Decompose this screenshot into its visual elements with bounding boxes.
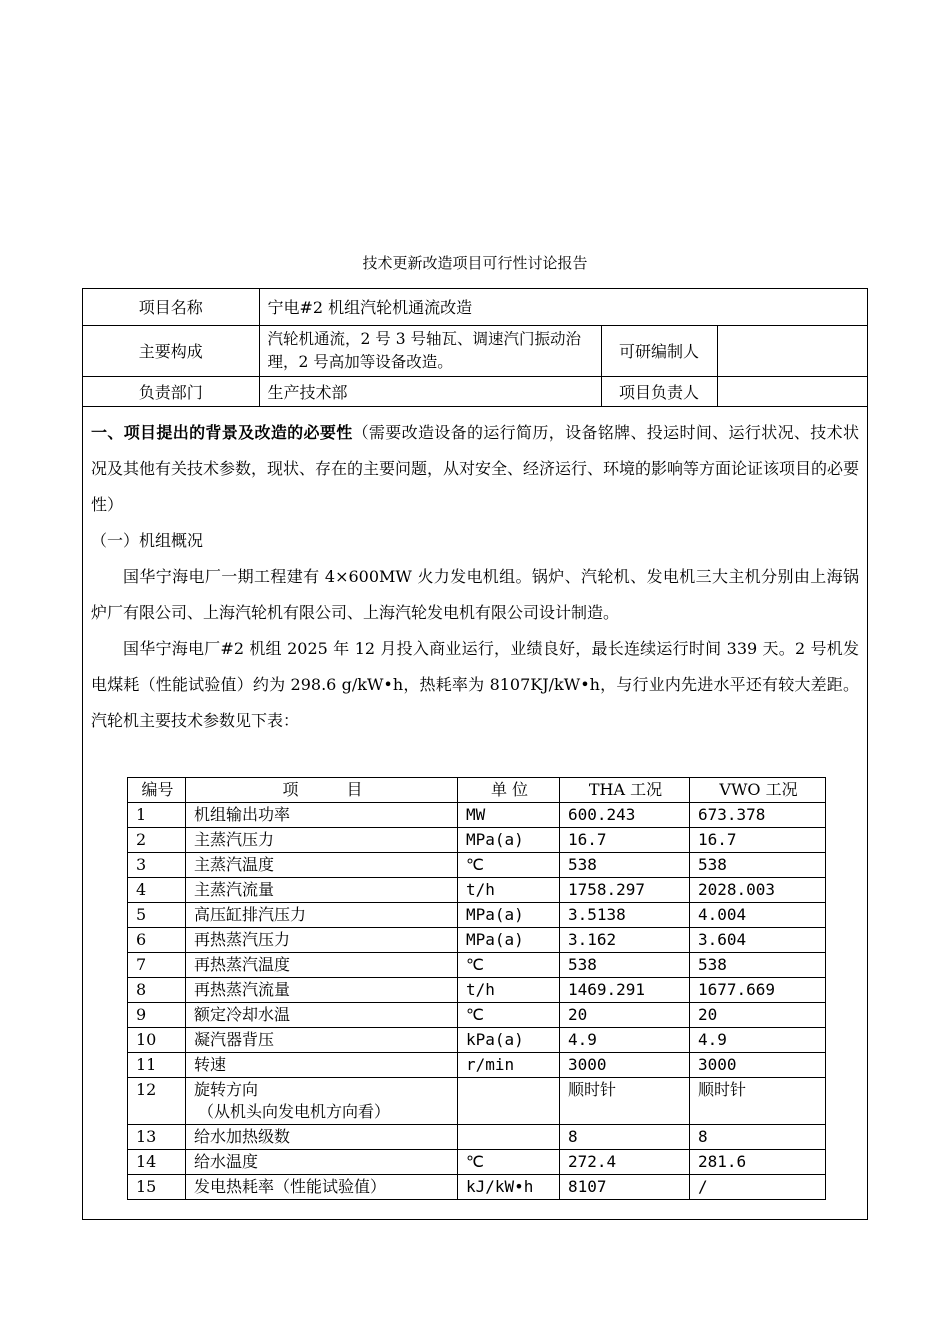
cell-vwo [690, 928, 826, 953]
cell-no-text: 5 [136, 905, 147, 924]
table-row [128, 978, 826, 1003]
cell-vwo-text: / [698, 1177, 708, 1196]
cell-tha [560, 953, 690, 978]
cell-unit [458, 853, 560, 878]
header-tha: THA 工况 [560, 778, 690, 803]
section-1-heading-note: （需要改造设备的运行简历，设备铭牌、投运时间、运行状况、技术状况及其他有关技术参数，现状、存在的主要问题，从对安全、经济运行、环境的影响等方面论证该项目的必要性） [91, 422, 860, 514]
cell-item [186, 1053, 458, 1078]
cell-tha [560, 1150, 690, 1175]
cell-unit [458, 1150, 560, 1175]
table-row [128, 1003, 826, 1028]
header-unit: 单 位 [458, 778, 560, 803]
cell-item-text: 旋转方向 [194, 1080, 259, 1099]
cell-unit [458, 1003, 560, 1028]
row-department [83, 376, 867, 406]
table-row [128, 903, 826, 928]
section-1-heading-paragraph [91, 415, 859, 523]
row-project-name [83, 289, 867, 325]
cell-unit [458, 928, 560, 953]
cell-tha-text: 20 [568, 1005, 588, 1024]
subsection-unit-overview: （一）机组概况 [91, 530, 204, 550]
department-value: 生产技术部 [259, 376, 601, 406]
cell-tha-text: 1469.291 [568, 980, 646, 999]
cell-vwo [690, 903, 826, 928]
cell-tha-text: 4.9 [568, 1030, 597, 1049]
table-row [128, 803, 826, 828]
cell-unit [458, 953, 560, 978]
cell-vwo-text: 538 [698, 855, 727, 874]
table-row [128, 1125, 826, 1150]
cell-item [186, 1125, 458, 1150]
cell-no [128, 878, 186, 903]
cell-tha [560, 978, 690, 1003]
cell-tha-text: 顺时针 [568, 1080, 617, 1099]
cell-vwo [690, 1125, 826, 1150]
cell-tha [560, 1053, 690, 1078]
cell-tha [560, 803, 690, 828]
cell-tha [560, 878, 690, 903]
table-row [128, 928, 826, 953]
cell-unit [458, 1125, 560, 1150]
department-label: 负责部门 [83, 376, 259, 406]
cell-no-text: 12 [136, 1080, 157, 1099]
cell-item [186, 928, 458, 953]
table-row [128, 953, 826, 978]
cell-no [128, 1078, 186, 1125]
cell-unit-text: kPa(a) [466, 1030, 524, 1049]
cell-vwo [690, 828, 826, 853]
cell-unit-text: ℃ [466, 955, 484, 974]
study-author-label: 可研编制人 [601, 325, 717, 376]
cell-tha-text: 16.7 [568, 830, 607, 849]
cell-no-text: 6 [136, 930, 147, 949]
cell-tha-text: 1758.297 [568, 880, 646, 899]
cell-item [186, 853, 458, 878]
cell-vwo-text: 1677.669 [698, 980, 776, 999]
cell-item-text: 主蒸汽温度 [194, 855, 275, 874]
cell-tha [560, 828, 690, 853]
cell-no [128, 928, 186, 953]
cell-item [186, 1028, 458, 1053]
cell-unit [458, 878, 560, 903]
cell-vwo-text: 538 [698, 955, 727, 974]
cell-item-text: 凝汽器背压 [194, 1030, 275, 1049]
project-name-label: 项目名称 [83, 289, 259, 325]
cell-no-text: 3 [136, 855, 147, 874]
cell-tha-text: 3000 [568, 1055, 607, 1074]
cell-no-text: 7 [136, 955, 147, 974]
cell-unit [458, 1078, 560, 1125]
cell-vwo [690, 1078, 826, 1125]
cell-no-text: 2 [136, 830, 147, 849]
cell-item-text: 主蒸汽流量 [194, 880, 275, 899]
section-1-heading: 一、项目提出的背景及改造的必要性 [91, 422, 353, 442]
cell-item [186, 1078, 458, 1125]
cell-item-text: 主蒸汽压力 [194, 830, 275, 849]
cell-unit-text: ℃ [466, 1005, 484, 1024]
table-row [128, 1150, 826, 1175]
cell-item-text: 转速 [194, 1055, 227, 1074]
cell-no-text: 15 [136, 1177, 157, 1196]
cell-vwo-text: 673.378 [698, 805, 766, 824]
cell-vwo-text: 4.9 [698, 1030, 727, 1049]
header-no: 编号 [128, 778, 186, 803]
cell-vwo [690, 1028, 826, 1053]
cell-item-text: 再热蒸汽压力 [194, 930, 291, 949]
cell-unit-text: kJ/kW•h [466, 1177, 534, 1196]
cell-no-text: 1 [136, 805, 147, 824]
cell-no [128, 1175, 186, 1200]
cell-no-text: 4 [136, 880, 147, 899]
project-name-value: 宁电#2 机组汽轮机通流改造 [259, 289, 867, 325]
cell-no-text: 8 [136, 980, 147, 999]
cell-item-note: （从机头向发电机方向看） [198, 1102, 391, 1121]
cell-vwo-text: 顺时针 [698, 1080, 747, 1099]
cell-vwo-text: 4.004 [698, 905, 747, 924]
cell-item-text: 给水温度 [194, 1152, 259, 1171]
cell-no [128, 828, 186, 853]
cell-unit [458, 903, 560, 928]
cell-unit-text: MPa(a) [466, 830, 524, 849]
section-1 [83, 407, 867, 739]
cell-item [186, 978, 458, 1003]
cell-vwo-text: 281.6 [698, 1152, 747, 1171]
cell-tha-text: 538 [568, 855, 597, 874]
cell-item [186, 903, 458, 928]
paragraph-plant-overview: 国华宁海电厂一期工程建有 4×600MW 火力发电机组。锅炉、汽轮机、发电机三大主机分别由上海锅炉厂有限公司、上海汽轮机有限公司、上海汽轮发电机有限公司设计制造。 [91, 566, 859, 622]
cell-no-text: 13 [136, 1127, 157, 1146]
cell-tha-text: 3.162 [568, 930, 617, 949]
cell-item-text: 高压缸排汽压力 [194, 905, 307, 924]
main-components-value: 汽轮机通流，2 号 3 号轴瓦、调速汽门振动治理，2 号高加等设备改造。 [259, 325, 601, 376]
header-vwo: VWO 工况 [690, 778, 826, 803]
cell-unit [458, 803, 560, 828]
cell-unit [458, 978, 560, 1003]
cell-no [128, 953, 186, 978]
cell-vwo [690, 1053, 826, 1078]
cell-item-text: 发电热耗率（性能试验值） [194, 1177, 387, 1196]
cell-tha [560, 1028, 690, 1053]
cell-item-text: 再热蒸汽流量 [194, 980, 291, 999]
cell-no-text: 10 [136, 1030, 157, 1049]
cell-vwo-text: 3000 [698, 1055, 737, 1074]
cell-item [186, 1150, 458, 1175]
cell-item [186, 1003, 458, 1028]
cell-unit-text: t/h [466, 880, 495, 899]
cell-item-text: 给水加热级数 [194, 1127, 291, 1146]
cell-vwo [690, 953, 826, 978]
cell-tha [560, 1175, 690, 1200]
turbine-parameter-table [127, 777, 826, 1200]
project-lead-value [717, 376, 867, 406]
cell-vwo [690, 978, 826, 1003]
cell-vwo-text: 2028.003 [698, 880, 776, 899]
cell-tha-text: 8107 [568, 1177, 607, 1196]
cell-tha-text: 600.243 [568, 805, 636, 824]
cell-unit [458, 1175, 560, 1200]
cell-no [128, 1053, 186, 1078]
cell-vwo [690, 1003, 826, 1028]
cell-no-text: 9 [136, 1005, 147, 1024]
main-components-label: 主要构成 [83, 325, 259, 376]
cell-unit [458, 1053, 560, 1078]
cell-unit-text: ℃ [466, 855, 484, 874]
cell-item-text: 机组输出功率 [194, 805, 291, 824]
cell-no-text: 14 [136, 1152, 157, 1171]
table-row [128, 853, 826, 878]
cell-no [128, 803, 186, 828]
cell-unit [458, 1028, 560, 1053]
cell-vwo [690, 878, 826, 903]
document-title: 技术更新改造项目可行性讨论报告 [362, 254, 588, 272]
cell-unit-text: MPa(a) [466, 905, 524, 924]
cell-tha-text: 272.4 [568, 1152, 617, 1171]
cell-tha [560, 1003, 690, 1028]
cell-item [186, 1175, 458, 1200]
cell-vwo [690, 853, 826, 878]
cell-no [128, 1150, 186, 1175]
cell-item [186, 878, 458, 903]
cell-vwo-text: 20 [698, 1005, 718, 1024]
cell-unit-text: MPa(a) [466, 930, 524, 949]
table-row [128, 878, 826, 903]
row-main-components [83, 325, 867, 376]
cell-vwo-text: 16.7 [698, 830, 737, 849]
table-row [128, 828, 826, 853]
cell-no [128, 978, 186, 1003]
cell-item [186, 803, 458, 828]
cell-vwo [690, 803, 826, 828]
table-row [128, 1028, 826, 1053]
cell-tha-text: 3.5138 [568, 905, 626, 924]
cell-no-text: 11 [136, 1055, 157, 1074]
cell-unit-text: MW [466, 805, 486, 824]
paragraph-unit2-performance: 国华宁海电厂#2 机组 2025 年 12 月投入商业运行，业绩良好，最长连续运行时间 339 天。2 号机发电煤耗（性能试验值）约为 298.6 g/kW•h，热耗率为 8107KJ/kW•h，与行业内先进水平还有较大差距。汽轮机主要技术参数见下表： [91, 638, 859, 730]
table-row [128, 1175, 826, 1200]
cell-tha [560, 903, 690, 928]
cell-no [128, 1125, 186, 1150]
cell-vwo-text: 3.604 [698, 930, 747, 949]
cell-tha [560, 1078, 690, 1125]
cell-vwo [690, 1175, 826, 1200]
header-table [83, 289, 867, 407]
cell-no [128, 1003, 186, 1028]
cell-unit-text: t/h [466, 980, 495, 999]
report-frame [82, 288, 868, 1220]
table-row [128, 1078, 826, 1125]
cell-tha [560, 1125, 690, 1150]
cell-tha-text: 8 [568, 1127, 578, 1146]
cell-unit-text: ℃ [466, 1152, 484, 1171]
cell-no [128, 853, 186, 878]
cell-item [186, 953, 458, 978]
cell-tha-text: 538 [568, 955, 597, 974]
project-lead-label: 项目负责人 [601, 376, 717, 406]
cell-unit [458, 828, 560, 853]
table-header-row [128, 778, 826, 803]
cell-no [128, 903, 186, 928]
cell-item-text: 额定冷却水温 [194, 1005, 291, 1024]
cell-item-text: 再热蒸汽温度 [194, 955, 291, 974]
cell-tha [560, 928, 690, 953]
cell-item [186, 828, 458, 853]
cell-no [128, 1028, 186, 1053]
cell-vwo-text: 8 [698, 1127, 708, 1146]
table-row [128, 1053, 826, 1078]
cell-tha [560, 853, 690, 878]
cell-vwo [690, 1150, 826, 1175]
study-author-value [717, 325, 867, 376]
header-item: 项 目 [186, 778, 458, 803]
cell-unit-text: r/min [466, 1055, 515, 1074]
